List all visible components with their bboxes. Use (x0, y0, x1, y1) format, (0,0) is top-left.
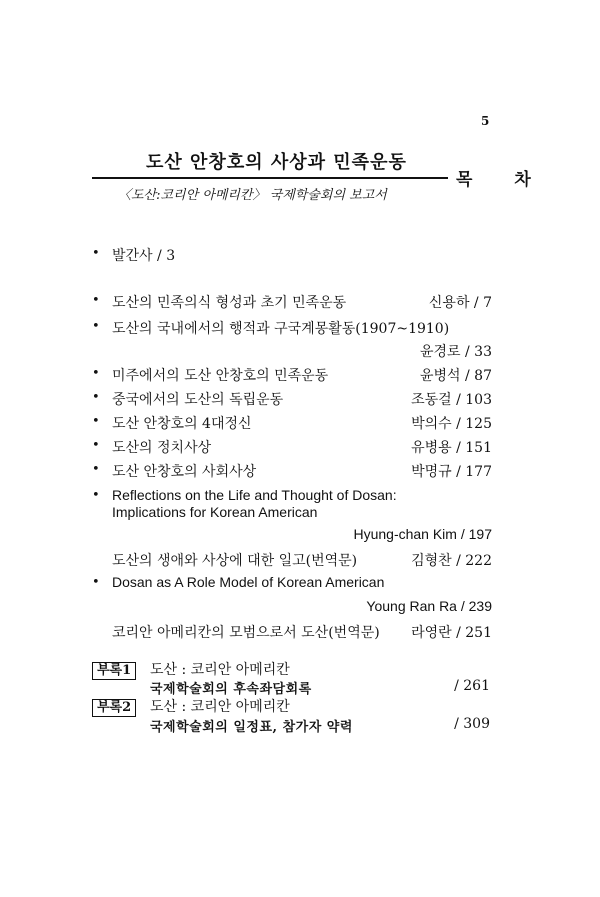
bullet: • (92, 293, 100, 308)
title-rule (92, 177, 448, 179)
toc-entry-author: Young Ran Ra / 239 (366, 598, 492, 614)
section-label: 목 차 (456, 170, 549, 190)
bullet: • (92, 488, 100, 503)
book-title: 도산 안창호의 사상과 민족운동 (146, 152, 407, 173)
bullet: • (92, 575, 100, 590)
toc-entry-title: 도산 안창호의 4대정신 (112, 416, 252, 432)
bullet: • (92, 462, 100, 477)
appendix-title: 도산 : 코리안 아메리칸 (150, 699, 290, 715)
toc-entry-title-continued: Implications for Korean American (112, 504, 318, 520)
toc-entry-author: 윤경로 / 33 (419, 344, 492, 360)
toc-entry-author: 박의수 / 125 (411, 416, 492, 432)
appendix-page: / 309 (454, 716, 490, 732)
toc-entry-title: 발간사 / 3 (112, 248, 176, 264)
toc-entry-author: 박명규 / 177 (411, 464, 492, 480)
appendix-badge: 부록1 (92, 662, 136, 680)
bullet: • (92, 319, 100, 334)
bullet: • (92, 366, 100, 381)
appendix-badge: 부록2 (92, 699, 136, 717)
toc-entry-title: 미주에서의 도산 안창호의 민족운동 (112, 368, 329, 384)
toc-entry-title: 도산의 정치사상 (112, 440, 212, 456)
bullet: • (92, 438, 100, 453)
toc-entry-title: 도산의 민족의식 형성과 초기 민족운동 (112, 295, 347, 311)
toc-entry-author: 라영란 / 251 (411, 625, 492, 641)
appendix-label (92, 696, 136, 717)
appendix-title: 도산 : 코리안 아메리칸 (150, 662, 290, 678)
appendix-label (92, 659, 136, 680)
page-number: 5 (481, 114, 490, 128)
toc-entry-author: 김형찬 / 222 (411, 553, 492, 569)
toc-entry-author: 신용하 / 7 (428, 295, 492, 311)
appendix-subtitle: 국제학술회의 일정표, 참가자 약력 (150, 720, 353, 735)
toc-entry-title: Reflections on the Life and Thought of Dosan: (112, 487, 397, 503)
toc-entry-title: 중국에서의 도산의 독립운동 (112, 392, 284, 408)
toc-entry-author: Hyung-chan Kim / 197 (353, 526, 492, 542)
toc-entry-title: 도산의 국내에서의 행적과 구국계몽활동(1907~1910) (112, 321, 450, 337)
appendix-subtitle: 국제학술회의 후속좌담회록 (150, 682, 312, 697)
bullet: • (92, 414, 100, 429)
toc-entry-title: 도산 안창호의 사회사상 (112, 464, 257, 480)
book-subtitle: 〈도산:코리안 아메리칸〉 국제학술회의 보고서 (118, 188, 387, 203)
toc-entry-author: 윤병석 / 87 (419, 368, 492, 384)
toc-entry-author: 조동걸 / 103 (411, 392, 492, 408)
toc-entry-author: 유병용 / 151 (411, 440, 492, 456)
toc-entry-title: 도산의 생애와 사상에 대한 일고(번역문) (112, 553, 358, 569)
appendix-page: / 261 (454, 678, 490, 694)
toc-entry-title: Dosan as A Role Model of Korean American (112, 574, 385, 590)
bullet: • (92, 246, 100, 261)
toc-entry-title: 코리안 아메리칸의 모범으로서 도산(번역문) (112, 625, 380, 641)
bullet: • (92, 390, 100, 405)
